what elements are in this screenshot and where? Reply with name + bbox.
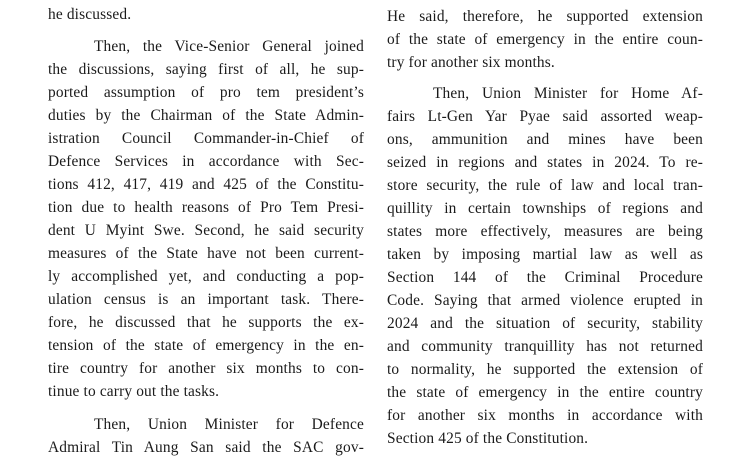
paragraph-line: Section 425 of the Constitution. [387,430,589,447]
paragraph-line: and community tranquillity has not returned [387,338,703,355]
paragraph-line: istration Council Commander-in-Chief of [48,130,364,147]
paragraph-line: he discussed. [48,6,132,23]
paragraph-line: dent U Myint Swe. Second, he said security [48,222,364,239]
paragraph-line: quillity in certain townships of regions and [387,200,703,217]
paragraph-line: tinue to carry out the tasks. [48,383,220,400]
paragraph-line: Then, Union Minister for Home Af- [433,85,703,102]
paragraph-line: Section 144 of the Criminal Procedure [387,269,703,286]
paragraph-line: the state of emergency in the entire country [387,384,703,401]
paragraph-line: store security, the rule of law and local tran- [387,177,703,194]
paragraph-line: Then, Union Minister for Defence [94,416,364,433]
paragraph-line: Admiral Tin Aung San said the SAC gov- [48,439,364,456]
paragraph-line: He said, therefore, he supported extension [387,8,703,25]
paragraph-line: taken by imposing martial law as well as [387,246,703,263]
paragraph-line: states more effectively, measures are being [387,223,703,240]
paragraph-line: ly accomplished yet, and conducting a pop- [48,268,364,285]
paragraph-line: 2024 and the situation of security, stability [387,315,703,332]
paragraph-line: tion due to health reasons of Pro Tem Presi- [48,199,364,216]
paragraph-line: seized in regions and states in 2024. To re- [387,154,703,171]
paragraph-line: fore, he discussed that he supports the ex- [48,314,364,331]
paragraph-line: the discussions, saying first of all, he sup- [48,61,364,78]
paragraph-line: fairs Lt-Gen Yar Pyae said assorted weap- [387,108,703,125]
paragraph-line: Defence Services in accordance with Sec- [48,153,364,170]
paragraph-line: tire country for another six months to con- [48,360,364,377]
paragraph-line: tions 412, 417, 419 and 425 of the Constitu- [48,176,364,193]
paragraph-line: tension of the state of emergency in the en- [48,337,364,354]
paragraph-line: duties by the Chairman of the State Admin- [48,107,364,124]
paragraph-line: ported assumption of pro tem president’s [48,84,364,101]
paragraph-line: ons, ammunition and mines have been [387,131,703,148]
paragraph-line: of the state of emergency in the entire coun- [387,31,703,48]
paragraph-line: try for another six months. [387,54,555,71]
paragraph-line: Then, the Vice-Senior General joined [94,38,364,55]
paragraph-line: to normality, he supported the extension of [387,361,703,378]
paragraph-line: measures of the State have not been current- [48,245,364,262]
paragraph-line: ulation census is an important task. There- [48,291,364,308]
paragraph-line: Code. Saying that armed violence erupted in [387,292,703,309]
paragraph-line: for another six months in accordance with [387,407,703,424]
